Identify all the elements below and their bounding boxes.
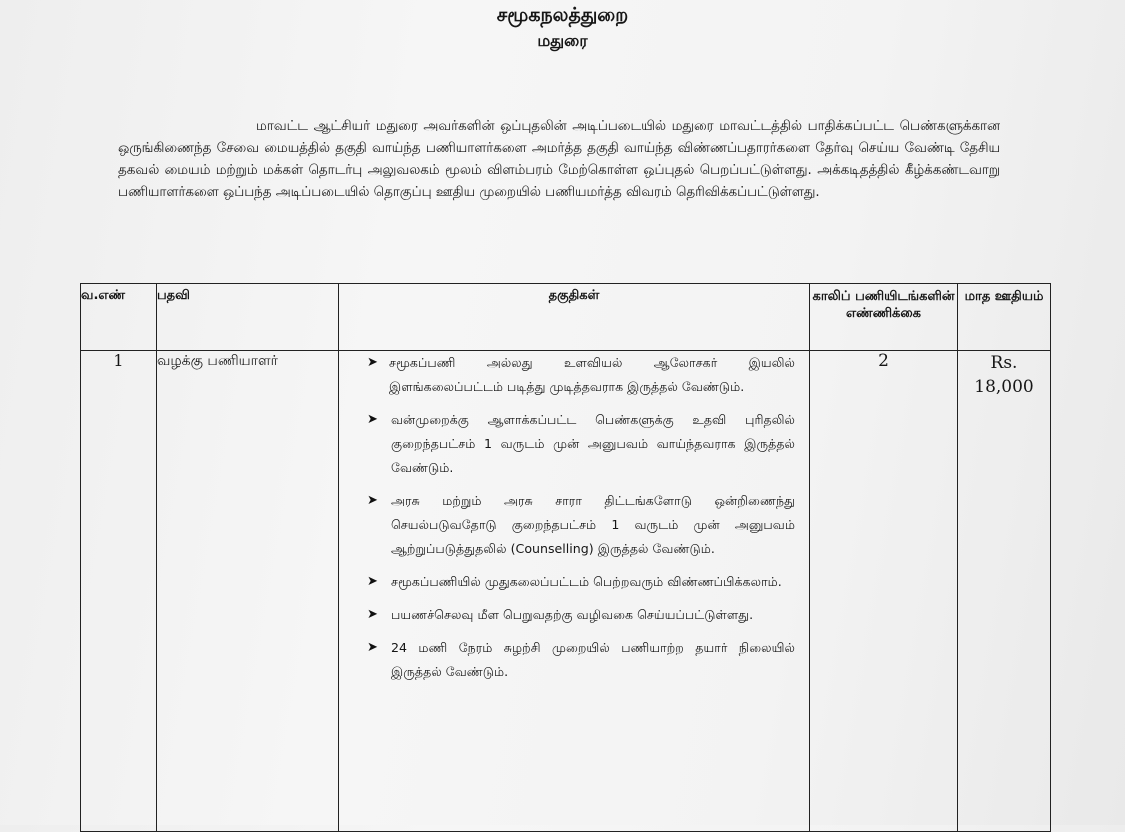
qualification-text: சமூகப்பணி அல்லது உளவியல் ஆலோசகர் இயலில் இளங்கலைப்பட்டம் படித்து முடித்தவராக இருத்தல் வேண்டும். [389, 355, 795, 394]
qualification-list [339, 351, 809, 684]
arrowhead-bullet-icon: ➤ [367, 574, 378, 589]
list-item [339, 489, 809, 561]
qualification-text: சமூகப்பணியில் முதுகலைப்பட்டம் பெற்றவரும் விண்ணப்பிக்கலாம். [391, 574, 782, 589]
qualification-text: வன்முறைக்கு ஆளாக்கப்பட்ட பெண்களுக்கு உதவி புரிதலில் குறைந்தபட்சம் 1 வருடம் முன் அனுபவம் வாய்ந்தவராக இருத்தல் வேண்டும். [391, 412, 795, 475]
table-header-row [81, 284, 1051, 351]
row-serial-number: 1 [81, 351, 157, 832]
arrowhead-bullet-icon: ➤ [367, 412, 378, 427]
list-item [339, 351, 809, 399]
list-item [339, 408, 809, 480]
district-subtitle: மதுரை [537, 31, 588, 50]
list-item [339, 636, 809, 684]
arrowhead-bullet-icon: ➤ [367, 355, 378, 370]
qualification-text: பயணச்செலவு மீள பெறுவதற்கு வழிவகை செய்யப்பட்டுள்ளது. [391, 607, 754, 622]
salary-currency: Rs. [990, 353, 1018, 373]
header-vacancies: காலிப் பணியிடங்களின் எண்ணிக்கை [810, 284, 958, 351]
row-qualifications [339, 351, 810, 832]
arrowhead-bullet-icon: ➤ [367, 493, 378, 508]
table-row [81, 351, 1051, 832]
list-item [339, 570, 809, 594]
intro-paragraph: மாவட்ட ஆட்சியர் மதுரை அவர்களின் ஒப்புதலின் அடிப்படையில் மதுரை மாவட்டத்தில் பாதிக்கப்பட்ட பெண்களுக்கான ஒருங்கிணைந்த சேவை மையத்தில் தகுதி வாய்ந்த பணியாளர்களை அமர்த்த தகுதி வாய்ந்த விண்ணப்பதாரர்களை தேர்வு செய்ய வேண்டி தேசிய தகவல் மையம் மற்றும் மக்கள் தொடர்பு அலுவலகம் மூலம் விளம்பரம் மேற்கொள்ள ஒப்புதல் பெறப்பட்டுள்ளது. அக்கடிதத்தில் கீழ்க்கண்டவாறு பணியாளர்களை ஒப்பந்த அடிப்படையில் தொகுப்பு ஊதிய முறையில் பணியமர்த்த விவரம் தெரிவிக்கப்பட்டுள்ளது. [118, 119, 1000, 201]
arrowhead-bullet-icon: ➤ [367, 640, 378, 655]
header-qualifications: தகுதிகள் [339, 284, 810, 351]
header-serial-number: வ.எண் [81, 284, 157, 351]
row-post: வழக்கு பணியாளர் [157, 351, 339, 832]
department-title: சமூகநலத்துறை [496, 4, 629, 26]
header-post: பதவி [157, 284, 339, 351]
qualification-text: அரசு மற்றும் அரசு சாரா திட்டங்களோடு ஒன்றிணைந்து செயல்படுவதோடு குறைந்தபட்சம் 1 வருடம் முன் அனுபவம் ஆற்றுப்படுத்துதலில் (Counselling) இருத்தல் வேண்டும். [391, 493, 795, 556]
salary-amount: 18,000 [974, 377, 1034, 397]
list-item [339, 603, 809, 627]
header-salary: மாத ஊதியம் [958, 284, 1051, 351]
vacancy-table [80, 283, 1051, 832]
row-salary [958, 351, 1051, 832]
arrowhead-bullet-icon: ➤ [367, 607, 378, 622]
row-vacancies: 2 [810, 351, 958, 832]
qualification-text: 24 மணி நேரம் சுழற்சி முறையில் பணியாற்ற தயார் நிலையில் இருத்தல் வேண்டும். [391, 640, 795, 679]
